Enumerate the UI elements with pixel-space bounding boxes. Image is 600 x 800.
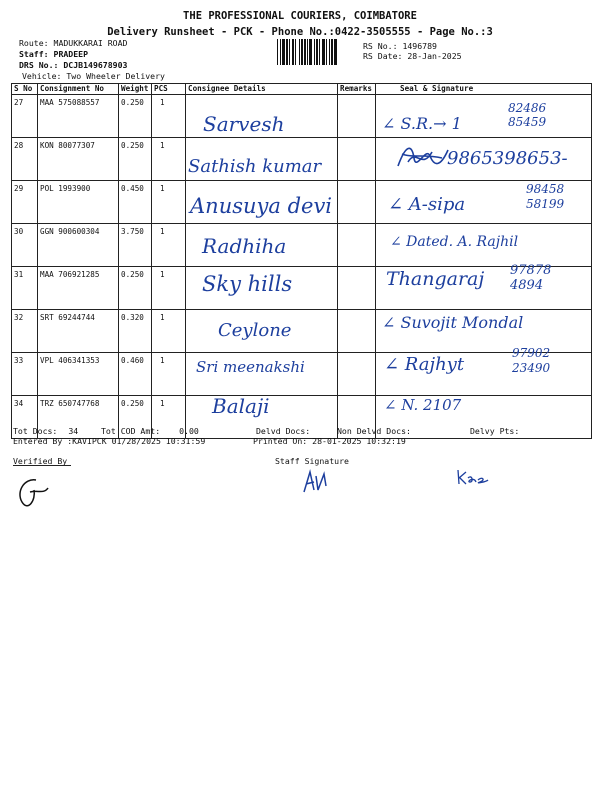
entered-by: Entered By :KAVIPCK 01/28/2025 10:31:59 [13,436,206,446]
vehicle-line [22,71,165,81]
tot-cod-label: Tot COD Amt: [101,426,161,436]
tot-cod-value: 0.00 [179,426,199,436]
runsheet-title: Delivery Runsheet - PCK - Phone No.:0422-3505555 - Page No.:3 [107,26,493,38]
rs-date-line [363,51,462,61]
runsheet-table [11,83,592,439]
rs-no-label: RS No.: [363,41,398,51]
tot-docs-value: 34 [68,426,79,436]
staff-signature-icon [300,466,332,496]
cell-consignment: GGN 900600304 [38,224,119,267]
rs-no-line [363,41,437,51]
col-consignee: Consignee Details [186,84,338,95]
cell-pcs: 1 [152,353,186,396]
delvy-pts-label: Delvy Pts: [470,426,520,436]
cell-pcs: 1 [152,95,186,138]
tot-cod-line [101,426,199,436]
cell-remarks [338,224,376,267]
handwritten-consignee: Anusuya devi [190,194,333,218]
route-line [19,38,127,48]
handwritten-seal: ∠ Suvojit Mondal [382,313,524,332]
cell-sno: 31 [12,267,38,310]
rs-date-label: RS Date: [363,51,403,61]
tot-docs-label: Tot Docs: [13,426,58,436]
cell-weight: 0.250 [119,95,152,138]
table-row [12,267,592,310]
cell-sno: 32 [12,310,38,353]
route-value: MADUKKARAI ROAD [53,38,128,48]
cell-weight: 0.250 [119,396,152,439]
cell-consignment: TRZ 650747768 [38,396,119,439]
non-delvd-docs-label: Non Delvd Docs: [337,426,411,436]
cell-pcs: 1 [152,310,186,353]
handwritten-seal: ∠ Rajhyt [384,354,465,375]
handwritten-consignee: Sathish kumar [188,156,322,177]
staff-line [19,49,88,59]
handwritten-consignee: Radhiha [202,234,287,258]
staff-label: Staff: [19,49,49,59]
barcode-image [277,39,359,65]
verified-by-rule [13,465,71,466]
cell-weight: 0.250 [119,267,152,310]
cell-pcs: 1 [152,181,186,224]
handwritten-consignee: Sky hills [202,272,293,296]
drs-value: DCJB149678903 [63,60,128,70]
cell-remarks [338,267,376,310]
cell-weight: 0.250 [119,138,152,181]
cell-consignment: SRT 69244744 [38,310,119,353]
cell-consignment: MAA 575088557 [38,95,119,138]
cell-consignment: VPL 406341353 [38,353,119,396]
rs-date-value: 28-Jan-2025 [407,51,462,61]
cell-sno: 34 [12,396,38,439]
col-seal: Seal & Signature [376,84,592,95]
vehicle-label: Vehicle: [22,71,62,81]
cell-remarks [338,310,376,353]
cell-sno: 33 [12,353,38,396]
cell-pcs: 1 [152,267,186,310]
cell-weight: 0.450 [119,181,152,224]
cell-remarks [338,353,376,396]
drs-label: DRS No.: [19,60,59,70]
col-remarks: Remarks [338,84,376,95]
handwritten-phone: 98458 58199 [526,182,565,211]
cell-remarks [338,138,376,181]
drs-line [19,60,127,70]
delvd-docs-label: Delvd Docs: [256,426,311,436]
printed-on: Printed On: 28-01-2025 10:32:19 [253,436,406,446]
table-header-row [12,84,592,95]
cell-sno: 30 [12,224,38,267]
cell-weight: 3.750 [119,224,152,267]
handwritten-seal: ∠ S.R.→ 1 [382,114,462,133]
cell-sno: 27 [12,95,38,138]
table-row [12,95,592,138]
company-title: THE PROFESSIONAL COURIERS, COIMBATORE [183,10,417,22]
staff-value: PRADEEP [53,49,89,59]
cell-remarks [338,181,376,224]
cell-sno: 29 [12,181,38,224]
handwritten-phone: 97878 4894 [510,263,552,293]
col-sno: S No [12,84,38,95]
totals-line [13,426,78,436]
verified-by-label: Verified By [13,456,68,466]
cell-weight: 0.320 [119,310,152,353]
handwritten-phone: 97902 23490 [512,346,551,375]
verified-signature-icon [12,470,52,510]
cell-pcs: 1 [152,396,186,439]
stamp-signature-icon [392,140,452,174]
col-weight: Weight [119,84,152,95]
col-pcs: PCS [152,84,186,95]
handwritten-seal: ∠ N. 2107 [384,396,462,414]
handwritten-seal: ∠ A-sipa [388,194,466,215]
rs-no-value: 1496789 [402,41,437,51]
cell-pcs: 1 [152,224,186,267]
handwritten-seal: ∠ Dated. A. Rajhil [390,234,519,250]
cell-weight: 0.460 [119,353,152,396]
handwritten-consignee: Sarvesh [203,112,285,136]
initials-signature-icon [454,466,490,488]
handwritten-phone: 9865398653- [447,148,568,169]
handwritten-seal: Thangaraj [386,268,485,290]
route-label: Route: [19,38,49,48]
handwritten-consignee: Ceylone [218,320,292,341]
cell-remarks [338,95,376,138]
staff-signature-label: Staff Signature [275,456,349,466]
cell-sno: 28 [12,138,38,181]
handwritten-consignee: Sri meenakshi [196,358,305,376]
handwritten-phone: 82486 85459 [508,101,547,129]
handwritten-consignee: Balaji [212,394,270,418]
vehicle-value: Two Wheeler Delivery [66,71,165,81]
cell-pcs: 1 [152,138,186,181]
cell-consignment: POL 1993900 [38,181,119,224]
cell-consignment: KON 80077307 [38,138,119,181]
cell-consignment: MAA 706921285 [38,267,119,310]
col-consignment: Consignment No [38,84,119,95]
